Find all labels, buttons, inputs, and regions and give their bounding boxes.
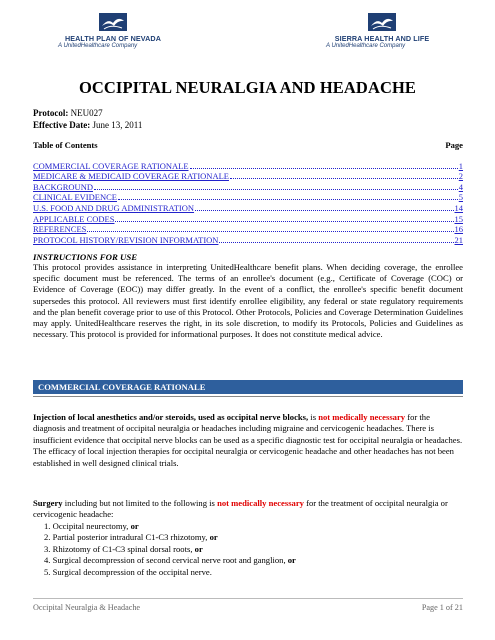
footer-title: Occipital Neuralgia & Headache: [33, 603, 141, 612]
toc-leader-dots: [190, 168, 458, 169]
toc-page-number: 21: [454, 234, 463, 245]
toc-link-label: COMMERCIAL COVERAGE RATIONALE: [33, 160, 189, 171]
logo-right-name: SIERRA HEALTH AND LIFE: [334, 34, 430, 43]
toc-page-number: 16: [454, 224, 463, 235]
toc-leader-dots: [118, 199, 458, 200]
instructions-heading: INSTRUCTIONS FOR USE: [33, 252, 138, 262]
toc-link-fda[interactable]: [33, 202, 463, 213]
not-medically-necessary-text: not medically necessary: [217, 498, 304, 508]
logo-left-sub: A UnitedHealthcare Company: [58, 43, 138, 49]
instructions-text: This protocol provides assistance in interpreting UnitedHealthcare benefit plans. When deciding coverage, the enrollee specific document must be referenced. The terms of an enrollee's document (e.g., Certificate of Coverage (COC) or Evidence of Coverage (EOC)) may differ greatly. In the event of a conflict, the enrollee's specific benefit document supersedes this protocol. All reviewers must first identify enrollee eligibility, any federal or state regulatory requirements and the plan benefit coverage prior to use of this Protocol. Other Protocols, Policies and Coverage Determination Guidelines may apply. UnitedHealthcare reserves the right, in its sole discretion, to modify its Protocols, Policies and Guidelines as necessary. This protocol is provided for informational purposes. It does not constitute medical advice.: [33, 262, 463, 340]
toc-link-label: U.S. FOOD AND DRUG ADMINISTRATION: [33, 202, 195, 213]
effective-date-value: June 13, 2011: [90, 119, 143, 130]
toc-leader-dots: [195, 210, 453, 211]
toc-page-number: 15: [454, 213, 463, 224]
list-text: Occipital neurectomy,: [52, 521, 129, 531]
toc-link-medicare-medicaid[interactable]: [33, 171, 463, 182]
list-number: 5.: [44, 566, 51, 577]
toc-heading-row: [33, 140, 463, 150]
injection-rest: for the diagnosis and treatment of occipital neuralgia or headaches including migraine and cervicogenic headaches. There is insufficient evidence that occipital nerve blocks can be used as a specific diagnostic test for occipital neuralgia or headaches. The efficacy of local injection therapies for occipital neuralgia or cervicogenic headache and other headaches has not been established in well designed clinical trials.: [33, 412, 463, 468]
logo-left-name: HEALTH PLAN OF NEVADA: [64, 34, 162, 43]
list-number: 3.: [44, 543, 51, 554]
toc-link-label: REFERENCES: [33, 224, 87, 235]
toc-leader-dots: [230, 178, 458, 179]
toc-leader-dots: [94, 189, 458, 190]
logo-right-sub: A UnitedHealthcare Company: [326, 43, 406, 49]
list-number: 2.: [44, 532, 51, 543]
protocol-line: [33, 108, 142, 120]
not-medically-necessary-text: not medically necessary: [318, 412, 406, 422]
footer-page-number: Page 1 of 21: [421, 603, 463, 612]
list-number: 1.: [44, 521, 51, 531]
toc-link-label: APPLICABLE CODES: [33, 213, 115, 224]
toc-page-heading: Page: [445, 140, 463, 150]
list-text: Rhizotomy of C1-C3 spinal dorsal roots,: [52, 543, 193, 554]
toc-link-clinical-evidence[interactable]: [33, 192, 463, 203]
toc-leader-dots: [87, 231, 453, 232]
surgery-rest: for the treatment of occipital neuralgia or cervicogenic headache:: [33, 498, 448, 520]
surgery-lead: Surgery: [33, 498, 63, 508]
surgery-list: [44, 521, 296, 578]
injection-is: is: [308, 412, 319, 422]
toc-link-label: BACKGROUND: [33, 181, 93, 192]
toc-page-number: 1: [458, 160, 463, 171]
list-text: Surgical decompression of second cervical nerve root and ganglion,: [52, 555, 286, 566]
table-of-contents: [33, 160, 463, 245]
list-conjunction: or: [128, 521, 139, 531]
list-item: [44, 555, 296, 566]
surgery-mid: including but not limited to the following is: [62, 498, 218, 508]
list-number: 4.: [44, 555, 51, 566]
list-item: [44, 521, 296, 532]
section-header-bar: [33, 380, 463, 394]
list-conjunction: or: [192, 543, 203, 554]
list-text: Partial posterior intradural C1-C3 rhizotomy,: [52, 532, 208, 543]
toc-leader-dots: [115, 221, 453, 222]
document-title: OCCIPITAL NEURALGIA AND HEADACHE: [78, 78, 417, 97]
toc-page-number: 5: [458, 192, 463, 203]
surgery-paragraph: [33, 498, 463, 521]
toc-link-revision-history[interactable]: [33, 234, 463, 245]
protocol-label: Protocol:: [33, 108, 69, 118]
toc-leader-dots: [219, 242, 453, 243]
toc-link-references[interactable]: [33, 224, 463, 235]
toc-link-label: CLINICAL EVIDENCE: [33, 192, 117, 203]
toc-link-background[interactable]: [33, 181, 463, 192]
sierra-health-and-life-logo: [316, 12, 448, 49]
toc-page-number: 4: [458, 181, 463, 192]
toc-heading: Table of Contents: [33, 140, 98, 150]
list-conjunction: or: [207, 532, 218, 543]
list-item: [44, 567, 296, 578]
toc-link-applicable-codes[interactable]: [33, 213, 463, 224]
toc-page-number: 14: [454, 202, 463, 213]
effective-date-line: [33, 120, 142, 132]
list-item: [44, 532, 296, 543]
toc-link-commercial-coverage[interactable]: [33, 160, 463, 171]
protocol-value: NEU027: [68, 108, 103, 118]
bird-logo-icon: [367, 12, 397, 32]
protocol-meta: [33, 108, 142, 131]
list-item: [44, 544, 296, 555]
toc-page-number: 2: [458, 171, 463, 182]
toc-link-label: MEDICARE & MEDICAID COVERAGE RATIONALE: [33, 171, 229, 182]
section-title: COMMERCIAL COVERAGE RATIONALE: [38, 382, 206, 392]
injection-paragraph: [33, 412, 463, 469]
injection-lead: Injection of local anesthetics and/or steroids, used as occipital nerve blocks,: [33, 412, 309, 422]
bird-logo-icon: [98, 12, 128, 32]
health-plan-of-nevada-logo: [48, 12, 178, 49]
section-divider: [33, 396, 463, 397]
list-conjunction: or: [285, 555, 296, 566]
footer-divider: [33, 598, 463, 599]
effective-date-label: Effective Date:: [33, 119, 91, 130]
toc-link-label: PROTOCOL HISTORY/REVISION INFORMATION: [33, 234, 219, 245]
list-text: Surgical decompression of the occipital nerve.: [52, 566, 212, 577]
